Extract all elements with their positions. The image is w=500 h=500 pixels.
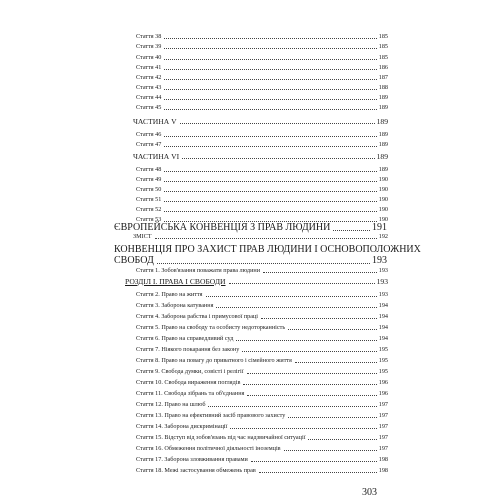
toc-leader bbox=[164, 99, 376, 100]
toc-leader bbox=[164, 38, 376, 39]
toc-label: ЧАСТИНА VI bbox=[133, 152, 180, 161]
toc-label: Стаття 49 bbox=[136, 176, 162, 183]
toc-label: Стаття 41 bbox=[136, 64, 162, 71]
toc-label: Стаття 45 bbox=[136, 104, 162, 111]
toc-page-number: 194 bbox=[378, 302, 388, 309]
toc-label: Стаття 4. Заборона рабства і примусової праці bbox=[136, 313, 259, 320]
toc-entry bbox=[136, 33, 388, 41]
toc-label: Стаття 15. Відступ від зобов'язань під час надзвичайної ситуації bbox=[136, 434, 306, 441]
toc-page-number: 185 bbox=[378, 54, 388, 61]
toc-leader bbox=[164, 48, 376, 49]
toc-entry bbox=[136, 74, 388, 82]
toc-label: Стаття 18. Межі застосування обмежень прав bbox=[136, 467, 256, 474]
toc-label: Стаття 38 bbox=[136, 33, 162, 40]
toc-page-number: 194 bbox=[378, 324, 388, 331]
toc-entry bbox=[136, 131, 388, 139]
toc-page-number: 189 bbox=[378, 141, 388, 148]
toc-leader bbox=[230, 428, 376, 429]
toc-page-number: 194 bbox=[378, 313, 388, 320]
toc-leader bbox=[295, 362, 377, 363]
toc-entry bbox=[136, 313, 388, 321]
toc-leader bbox=[164, 79, 376, 80]
toc-leader bbox=[242, 351, 376, 352]
toc-label: Стаття 10. Свобода вираження поглядів bbox=[136, 379, 241, 386]
toc-entry bbox=[136, 302, 388, 310]
toc-leader bbox=[208, 406, 376, 407]
toc-page-number: 192 bbox=[378, 233, 388, 240]
toc-label: Стаття 6. Право на справедливий суд bbox=[136, 335, 234, 342]
toc-leader bbox=[164, 136, 376, 137]
toc-label: Стаття 11. Свобода зібрань та об'єднання bbox=[136, 390, 245, 397]
toc-page-number: 197 bbox=[378, 423, 388, 430]
toc-label: Стаття 3. Заборона катування bbox=[136, 302, 214, 309]
toc-entry bbox=[136, 267, 388, 275]
toc-entry bbox=[136, 401, 388, 409]
toc-page-number: 188 bbox=[378, 84, 388, 91]
toc-label: Стаття 17. Заборона зловживання правами bbox=[136, 456, 248, 463]
toc-leader bbox=[263, 272, 377, 273]
toc-label: Стаття 9. Свобода думки, совісті і релігії bbox=[136, 368, 244, 375]
toc-label: Стаття 53 bbox=[136, 216, 162, 223]
toc-leader bbox=[164, 171, 376, 172]
toc-label: РОЗДІЛ I. ПРАВА І СВОБОДИ bbox=[125, 277, 226, 286]
toc-label: Стаття 16. Обмеження політичної діяльності іноземців bbox=[136, 445, 281, 452]
toc-entry bbox=[136, 445, 388, 453]
toc-page-number: 190 bbox=[378, 206, 388, 213]
toc-leader bbox=[164, 89, 376, 90]
toc-leader bbox=[164, 191, 376, 192]
toc-page-number: 187 bbox=[378, 74, 388, 81]
toc-entry bbox=[136, 434, 388, 442]
toc-leader bbox=[333, 230, 370, 231]
toc-leader bbox=[288, 329, 377, 330]
toc-leader bbox=[164, 146, 376, 147]
toc-leader bbox=[259, 472, 377, 473]
toc-page-number: 190 bbox=[378, 176, 388, 183]
toc-page-number: 196 bbox=[378, 390, 388, 397]
toc-page-number: 198 bbox=[378, 467, 388, 474]
toc-part-heading bbox=[133, 117, 388, 127]
toc-label: Стаття 51 bbox=[136, 196, 162, 203]
toc-entry bbox=[136, 346, 388, 354]
toc-leader bbox=[308, 439, 376, 440]
toc-leader bbox=[284, 450, 377, 451]
page-number: 303 bbox=[362, 487, 377, 498]
toc-page-number: 190 bbox=[378, 196, 388, 203]
toc-entry bbox=[136, 141, 388, 149]
toc-entry bbox=[136, 186, 388, 194]
toc-page-number: 193 bbox=[378, 291, 388, 298]
toc-page-number: 195 bbox=[378, 346, 388, 353]
toc-entry bbox=[136, 357, 388, 365]
toc-leader bbox=[155, 238, 377, 239]
toc-label: Стаття 40 bbox=[136, 54, 162, 61]
toc-page-number: 189 bbox=[376, 117, 388, 126]
toc-label: ЗМІСТ bbox=[133, 233, 152, 240]
toc-label: Стаття 50 bbox=[136, 186, 162, 193]
toc-leader bbox=[216, 307, 376, 308]
toc-leader bbox=[247, 373, 377, 374]
toc-entry bbox=[133, 233, 388, 241]
toc-leader bbox=[236, 340, 376, 341]
toc-entry bbox=[136, 64, 388, 72]
toc-page-number: 189 bbox=[376, 152, 388, 161]
toc-leader bbox=[164, 181, 376, 182]
toc-leader bbox=[247, 395, 376, 396]
toc-label: Стаття 39 bbox=[136, 43, 162, 50]
toc-leader bbox=[206, 296, 377, 297]
toc-leader bbox=[251, 461, 377, 462]
toc-page-number: 191 bbox=[372, 222, 387, 233]
toc-page-number: 193 bbox=[378, 267, 388, 274]
toc-leader bbox=[164, 59, 376, 60]
toc-page-number: 189 bbox=[378, 131, 388, 138]
toc-leader bbox=[164, 201, 376, 202]
toc-label: Стаття 48 bbox=[136, 166, 162, 173]
toc-entry bbox=[136, 94, 388, 102]
toc-page-number: 197 bbox=[378, 401, 388, 408]
toc-page-number: 195 bbox=[378, 357, 388, 364]
toc-leader bbox=[229, 283, 375, 284]
toc-page-number: 193 bbox=[376, 277, 388, 286]
toc-label: Стаття 5. Право на свободу та особисту недоторканність bbox=[136, 324, 286, 331]
toc-label: Стаття 8. Право на повагу до приватного і сімейного життя bbox=[136, 357, 292, 364]
toc-label: СВОБОД bbox=[114, 255, 154, 266]
toc-page-number: 185 bbox=[378, 43, 388, 50]
toc-page-number: 198 bbox=[378, 456, 388, 463]
toc-label: Стаття 1. Зобов'язання поважати права людини bbox=[136, 267, 261, 274]
toc-entry bbox=[136, 335, 388, 343]
toc-entry bbox=[136, 379, 388, 387]
toc-leader bbox=[164, 109, 376, 110]
toc-page-number: 185 bbox=[378, 33, 388, 40]
toc-entry bbox=[136, 423, 388, 431]
toc-label: Стаття 42 bbox=[136, 74, 162, 81]
toc-entry bbox=[136, 467, 388, 475]
toc-leader bbox=[164, 69, 376, 70]
toc-label: ЄВРОПЕЙСЬКА КОНВЕНЦІЯ З ПРАВ ЛЮДИНИ bbox=[114, 222, 331, 233]
toc-section-heading bbox=[125, 277, 388, 287]
toc-entry bbox=[136, 456, 388, 464]
toc-page-number: 193 bbox=[372, 255, 387, 266]
toc-page-number: 190 bbox=[378, 216, 388, 223]
toc-major-heading bbox=[114, 255, 387, 267]
toc-page-number: 197 bbox=[378, 434, 388, 441]
toc-label: Стаття 43 bbox=[136, 84, 162, 91]
toc-entry bbox=[136, 43, 388, 51]
toc-page-number: 197 bbox=[378, 445, 388, 452]
toc-page-number: 189 bbox=[378, 94, 388, 101]
toc-entry bbox=[136, 54, 388, 62]
toc-leader bbox=[164, 211, 376, 212]
toc-entry bbox=[136, 412, 388, 420]
toc-page-number: 195 bbox=[378, 368, 388, 375]
toc-label: Стаття 2. Право на життя bbox=[136, 291, 203, 298]
toc-label: Стаття 13. Право на ефективний засіб правового захисту bbox=[136, 412, 286, 419]
toc-label: Стаття 14. Заборона дискримінації bbox=[136, 423, 228, 430]
toc-page-number: 189 bbox=[378, 166, 388, 173]
toc-page-number: 197 bbox=[378, 412, 388, 419]
toc-entry bbox=[136, 196, 388, 204]
toc-entry bbox=[136, 390, 388, 398]
toc-entry bbox=[136, 176, 388, 184]
toc-leader bbox=[180, 123, 375, 124]
toc-label: Стаття 44 bbox=[136, 94, 162, 101]
toc-leader bbox=[157, 263, 370, 264]
toc-page-number: 196 bbox=[378, 379, 388, 386]
toc-leader bbox=[182, 158, 375, 159]
toc-label: Стаття 52 bbox=[136, 206, 162, 213]
toc-label: Стаття 12. Право на шлюб bbox=[136, 401, 206, 408]
toc-entry bbox=[136, 104, 388, 112]
toc-major-heading-line1: КОНВЕНЦІЯ ПРО ЗАХИСТ ПРАВ ЛЮДИНИ І ОСНОВОПОЛОЖНИХ bbox=[114, 244, 421, 255]
toc-leader bbox=[288, 417, 376, 418]
toc-page-number: 189 bbox=[378, 104, 388, 111]
toc-label: ЧАСТИНА V bbox=[133, 117, 177, 126]
toc-entry bbox=[136, 291, 388, 299]
toc-label: Стаття 47 bbox=[136, 141, 162, 148]
toc-entry bbox=[136, 206, 388, 214]
toc-entry bbox=[136, 166, 388, 174]
toc-label: Стаття 7. Ніякого покарання без закону bbox=[136, 346, 240, 353]
toc-page-number: 186 bbox=[378, 64, 388, 71]
toc-part-heading bbox=[133, 152, 388, 162]
toc-leader bbox=[261, 318, 377, 319]
toc-entry bbox=[136, 84, 388, 92]
toc-leader bbox=[243, 384, 376, 385]
toc-label: Стаття 46 bbox=[136, 131, 162, 138]
toc-page-number: 194 bbox=[378, 335, 388, 342]
toc-entry bbox=[136, 324, 388, 332]
toc-entry bbox=[136, 368, 388, 376]
toc-page-number: 190 bbox=[378, 186, 388, 193]
